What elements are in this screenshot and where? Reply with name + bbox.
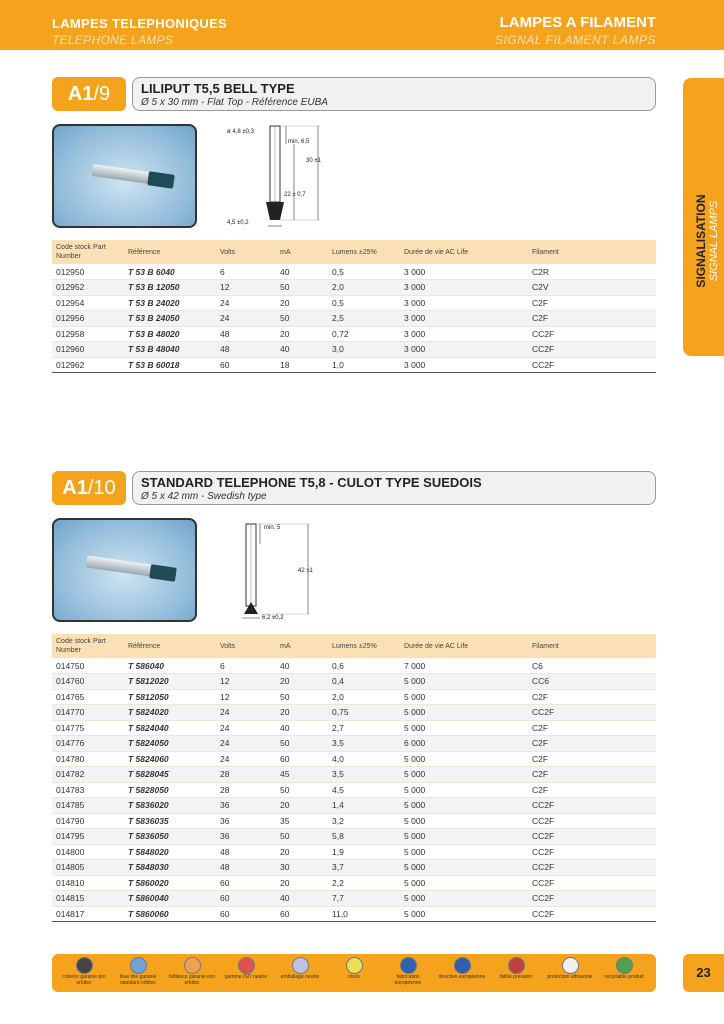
life-cell: 7 000	[400, 658, 528, 674]
reference-cell: T 5812020	[124, 674, 216, 690]
lumens-cell: 3,7	[328, 860, 400, 876]
ma-cell: 50	[276, 736, 328, 752]
part-number-cell: 014790	[52, 813, 124, 829]
part-number-cell: 014760	[52, 674, 124, 690]
reference-cell: T 5848020	[124, 844, 216, 860]
lumens-cell: 0,6	[328, 658, 400, 674]
reference-cell: T 5824050	[124, 736, 216, 752]
lumens-cell: 2,0	[328, 689, 400, 705]
icon-label: protection ultrasonie	[547, 974, 593, 980]
color-icon	[76, 957, 93, 974]
volts-cell: 12	[216, 280, 276, 296]
part-number-cell: 012960	[52, 342, 124, 358]
stock-icon	[330, 957, 378, 981]
recycle-icon	[600, 957, 648, 981]
volts-cell: 24	[216, 736, 276, 752]
table-row	[52, 891, 656, 907]
lamp-photo	[52, 518, 197, 622]
table-row	[52, 342, 656, 358]
part-number-cell: 014765	[52, 689, 124, 705]
section-code: A1/10	[52, 471, 126, 505]
table-row	[52, 311, 656, 327]
blue-line-icon	[114, 957, 162, 986]
side-tab-title: SIGNALISATION	[694, 194, 708, 288]
volts-cell: 28	[216, 767, 276, 783]
dim-label: min. 6,5	[288, 139, 310, 145]
col-header: Durée de vie AC Life	[400, 240, 528, 264]
reference-cell: T 53 B 6040	[124, 264, 216, 280]
life-cell: 3 000	[400, 295, 528, 311]
life-cell: 5 000	[400, 767, 528, 783]
lumens-cell: 4,0	[328, 751, 400, 767]
eu-fab-icon	[400, 957, 417, 974]
section-title-box	[132, 471, 656, 505]
reference-cell: T 5824040	[124, 720, 216, 736]
part-number-cell: 012956	[52, 311, 124, 327]
col-header: mA	[276, 634, 328, 658]
table-row	[52, 829, 656, 845]
eu-directive-icon	[438, 957, 486, 981]
part-number-cell: 014750	[52, 658, 124, 674]
reference-cell: T 5828045	[124, 767, 216, 783]
part-number-cell: 014783	[52, 782, 124, 798]
col-header: Code stock Part Number	[52, 634, 124, 658]
reference-cell: T 53 B 24020	[124, 295, 216, 311]
ma-cell: 40	[276, 891, 328, 907]
side-tab	[683, 78, 724, 356]
header-left-title: LAMPES TELEPHONIQUES	[52, 16, 228, 31]
dim-label: ø 4,8 ±0,3	[227, 129, 254, 135]
eu-directive-icon	[454, 957, 471, 974]
ma-cell: 45	[276, 767, 328, 783]
life-cell: 5 000	[400, 674, 528, 690]
life-cell: 3 000	[400, 342, 528, 358]
col-header: Référence	[124, 634, 216, 658]
volts-cell: 48	[216, 844, 276, 860]
lumens-cell: 1,9	[328, 844, 400, 860]
reference-cell: T 5860040	[124, 891, 216, 907]
lumens-cell: 3,0	[328, 342, 400, 358]
reference-cell: T 5824060	[124, 751, 216, 767]
lumens-cell: 5,8	[328, 829, 400, 845]
filament-cell: CC2F	[528, 891, 656, 907]
part-number-cell: 012962	[52, 357, 124, 373]
life-cell: 5 000	[400, 720, 528, 736]
reference-cell: T 53 B 48040	[124, 342, 216, 358]
ma-cell: 20	[276, 326, 328, 342]
ma-cell: 50	[276, 311, 328, 327]
ma-cell: 50	[276, 829, 328, 845]
reference-cell: T 5812050	[124, 689, 216, 705]
icon-label: directive européenne	[438, 974, 486, 980]
volts-cell: 48	[216, 342, 276, 358]
volts-cell: 6	[216, 658, 276, 674]
ma-cell: 18	[276, 357, 328, 373]
ma-cell: 20	[276, 674, 328, 690]
lumens-cell: 0,5	[328, 264, 400, 280]
ultrasound-icon	[562, 957, 579, 974]
table-row	[52, 280, 656, 296]
volts-cell: 60	[216, 357, 276, 373]
section-code: A1/9	[52, 77, 126, 111]
iso-icon	[222, 957, 270, 981]
section-subtitle: Ø 5 x 42 mm - Swedish type	[141, 491, 267, 502]
lumens-cell: 3,2	[328, 813, 400, 829]
table-row	[52, 357, 656, 373]
volts-cell: 12	[216, 689, 276, 705]
ma-cell: 30	[276, 860, 328, 876]
lumens-cell: 0,75	[328, 705, 400, 721]
lumens-cell: 2,2	[328, 875, 400, 891]
life-cell: 3 000	[400, 311, 528, 327]
table-row	[52, 860, 656, 876]
volts-cell: 36	[216, 829, 276, 845]
life-cell: 3 000	[400, 357, 528, 373]
lumens-cell: 0,5	[328, 295, 400, 311]
lumens-cell: 3,5	[328, 736, 400, 752]
part-number-cell: 014776	[52, 736, 124, 752]
filament-cell: C2F	[528, 689, 656, 705]
life-cell: 3 000	[400, 264, 528, 280]
icon-label: color/or garanie pro orbitec	[62, 974, 106, 986]
lumens-cell: 2,5	[328, 311, 400, 327]
ma-cell: 40	[276, 720, 328, 736]
brilliance-icon	[168, 957, 216, 986]
volts-cell: 36	[216, 813, 276, 829]
filament-cell: CC2F	[528, 829, 656, 845]
volts-cell: 60	[216, 875, 276, 891]
filament-cell: CC2F	[528, 705, 656, 721]
part-number-cell: 012950	[52, 264, 124, 280]
section-title: LILIPUT T5,5 BELL TYPE	[141, 81, 295, 96]
ma-cell: 60	[276, 906, 328, 922]
table-row	[52, 720, 656, 736]
dim-label: 6,2 ±0,2	[262, 615, 284, 621]
filament-cell: C2F	[528, 782, 656, 798]
pressure-icon	[492, 957, 540, 981]
lumens-cell: 11,0	[328, 906, 400, 922]
filament-cell: CC2F	[528, 844, 656, 860]
section-header	[52, 471, 656, 505]
filament-cell: CC2F	[528, 860, 656, 876]
table-row	[52, 658, 656, 674]
reference-cell: T 53 B 24050	[124, 311, 216, 327]
reference-cell: T 5836020	[124, 798, 216, 814]
volts-cell: 36	[216, 798, 276, 814]
filament-cell: C2F	[528, 751, 656, 767]
life-cell: 5 000	[400, 705, 528, 721]
part-number-cell: 014800	[52, 844, 124, 860]
volts-cell: 24	[216, 705, 276, 721]
ma-cell: 40	[276, 342, 328, 358]
section-title: STANDARD TELEPHONE T5,8 - CULOT TYPE SUEDOIS	[141, 475, 482, 490]
filament-cell: CC2F	[528, 906, 656, 922]
part-number-cell: 014785	[52, 798, 124, 814]
ma-cell: 60	[276, 751, 328, 767]
filament-cell: C2V	[528, 280, 656, 296]
lumens-cell: 0,4	[328, 674, 400, 690]
part-number-cell: 014782	[52, 767, 124, 783]
header-right-title: LAMPES A FILAMENT	[499, 14, 656, 31]
color-icon	[60, 957, 108, 986]
dim-label: 4,5 ±0,2	[227, 220, 249, 226]
filament-cell: CC2F	[528, 342, 656, 358]
page-header	[0, 0, 724, 50]
icon-label: gamme ISO neutre	[224, 974, 268, 980]
blue-line-icon	[130, 957, 147, 974]
col-header: Filament	[528, 634, 656, 658]
dim-label: min. 5	[264, 525, 281, 531]
lumens-cell: 3,5	[328, 767, 400, 783]
table-row	[52, 875, 656, 891]
filament-cell: C2R	[528, 264, 656, 280]
ma-cell: 35	[276, 813, 328, 829]
volts-cell: 24	[216, 751, 276, 767]
pressure-icon	[508, 957, 525, 974]
reference-cell: T 5824020	[124, 705, 216, 721]
table-row	[52, 689, 656, 705]
col-header: Lumens ±25%	[328, 240, 400, 264]
table-row	[52, 844, 656, 860]
icon-label: blue line garanie standard orbitec	[119, 974, 157, 986]
col-header: Code stock Part Number	[52, 240, 124, 264]
ma-cell: 50	[276, 280, 328, 296]
ma-cell: 50	[276, 782, 328, 798]
section-header	[52, 77, 656, 111]
life-cell: 5 000	[400, 813, 528, 829]
stock-icon	[346, 957, 363, 974]
dim-label: 22 ± 0,7	[284, 192, 306, 198]
life-cell: 5 000	[400, 751, 528, 767]
table-row	[52, 264, 656, 280]
volts-cell: 48	[216, 860, 276, 876]
part-number-cell: 014780	[52, 751, 124, 767]
header-right-subtitle: SIGNAL FILAMENT LAMPS	[495, 33, 656, 47]
life-cell: 5 000	[400, 829, 528, 845]
filament-cell: C2F	[528, 311, 656, 327]
table-row	[52, 674, 656, 690]
page-number: 23	[683, 954, 724, 992]
lumens-cell: 0,72	[328, 326, 400, 342]
filament-cell: C2F	[528, 720, 656, 736]
part-number-cell: 012958	[52, 326, 124, 342]
table-header-row	[52, 240, 656, 264]
part-number-cell: 014805	[52, 860, 124, 876]
table-row	[52, 736, 656, 752]
section-title-box	[132, 77, 656, 111]
part-number-cell: 014810	[52, 875, 124, 891]
spec-table	[52, 634, 656, 922]
reference-cell: T 53 B 12050	[124, 280, 216, 296]
reference-cell: T 586040	[124, 658, 216, 674]
volts-cell: 6	[216, 264, 276, 280]
table-row	[52, 813, 656, 829]
volts-cell: 12	[216, 674, 276, 690]
col-header: Volts	[216, 634, 276, 658]
volts-cell: 48	[216, 326, 276, 342]
packaging-icon	[276, 957, 324, 981]
table-row	[52, 767, 656, 783]
col-header: Durée de vie AC Life	[400, 634, 528, 658]
reference-cell: T 5836035	[124, 813, 216, 829]
packaging-icon	[292, 957, 309, 974]
ma-cell: 20	[276, 705, 328, 721]
table-row	[52, 295, 656, 311]
volts-cell: 24	[216, 311, 276, 327]
reference-cell: T 53 B 60018	[124, 357, 216, 373]
reference-cell: T 5860060	[124, 906, 216, 922]
reference-cell: T 53 B 48020	[124, 326, 216, 342]
life-cell: 3 000	[400, 326, 528, 342]
dim-label: 30 ±1	[306, 158, 321, 164]
header-left-subtitle: TELEPHONE LAMPS	[52, 33, 174, 47]
filament-cell: CC6	[528, 674, 656, 690]
life-cell: 5 000	[400, 689, 528, 705]
lumens-cell: 4,5	[328, 782, 400, 798]
eu-fab-icon	[384, 957, 432, 986]
lumens-cell: 1,4	[328, 798, 400, 814]
iso-icon	[238, 957, 255, 974]
volts-cell: 28	[216, 782, 276, 798]
part-number-cell: 014815	[52, 891, 124, 907]
part-number-cell: 012952	[52, 280, 124, 296]
col-header: Volts	[216, 240, 276, 264]
filament-cell: CC2F	[528, 326, 656, 342]
footer-legend	[52, 954, 656, 992]
filament-cell: CC2F	[528, 357, 656, 373]
filament-cell: CC2F	[528, 875, 656, 891]
table-row	[52, 782, 656, 798]
ma-cell: 20	[276, 295, 328, 311]
table-row	[52, 798, 656, 814]
filament-cell: C2F	[528, 295, 656, 311]
reference-cell: T 5848030	[124, 860, 216, 876]
lumens-cell: 1,0	[328, 357, 400, 373]
lumens-cell: 2,0	[328, 280, 400, 296]
lumens-cell: 7,7	[328, 891, 400, 907]
life-cell: 5 000	[400, 782, 528, 798]
dimension-drawing	[230, 516, 340, 626]
col-header: Lumens ±25%	[328, 634, 400, 658]
icon-label: stock	[348, 974, 360, 980]
life-cell: 5 000	[400, 875, 528, 891]
volts-cell: 24	[216, 295, 276, 311]
filament-cell: CC2F	[528, 813, 656, 829]
part-number-cell: 014770	[52, 705, 124, 721]
part-number-cell: 012954	[52, 295, 124, 311]
reference-cell: T 5860020	[124, 875, 216, 891]
ma-cell: 40	[276, 658, 328, 674]
ma-cell: 40	[276, 264, 328, 280]
brilliance-icon	[184, 957, 201, 974]
life-cell: 5 000	[400, 798, 528, 814]
part-number-cell: 014775	[52, 720, 124, 736]
volts-cell: 60	[216, 891, 276, 907]
filament-cell: CC2F	[528, 798, 656, 814]
life-cell: 3 000	[400, 280, 528, 296]
icon-label: brillance garanie eco orbitec	[168, 974, 216, 986]
lumens-cell: 2,7	[328, 720, 400, 736]
lamp-photo	[52, 124, 197, 228]
filament-cell: C2F	[528, 767, 656, 783]
table-row	[52, 751, 656, 767]
icon-label: fabrication européenne	[394, 974, 422, 986]
life-cell: 5 000	[400, 906, 528, 922]
reference-cell: T 5836050	[124, 829, 216, 845]
spec-table	[52, 240, 656, 373]
recycle-icon	[616, 957, 633, 974]
part-number-cell: 014817	[52, 906, 124, 922]
table-row	[52, 705, 656, 721]
life-cell: 5 000	[400, 844, 528, 860]
col-header: Filament	[528, 240, 656, 264]
ma-cell: 50	[276, 689, 328, 705]
ma-cell: 20	[276, 798, 328, 814]
icon-label: faible pression	[499, 974, 533, 980]
ma-cell: 20	[276, 875, 328, 891]
reference-cell: T 5828050	[124, 782, 216, 798]
life-cell: 6 000	[400, 736, 528, 752]
life-cell: 5 000	[400, 891, 528, 907]
ultrasound-icon	[546, 957, 594, 981]
icon-label: emballage neutre	[280, 974, 320, 980]
part-number-cell: 014795	[52, 829, 124, 845]
dim-label: 42 ±1	[298, 568, 313, 574]
filament-cell: C2F	[528, 736, 656, 752]
col-header: Référence	[124, 240, 216, 264]
ma-cell: 20	[276, 844, 328, 860]
volts-cell: 24	[216, 720, 276, 736]
filament-cell: C6	[528, 658, 656, 674]
side-tab-subtitle: SIGNAL LAMPS	[708, 200, 720, 282]
dimension-drawing	[224, 122, 334, 232]
table-row	[52, 326, 656, 342]
table-header-row	[52, 634, 656, 658]
volts-cell: 60	[216, 906, 276, 922]
icon-label: recyclable produit	[604, 974, 644, 980]
col-header: mA	[276, 240, 328, 264]
table-row	[52, 906, 656, 922]
life-cell: 5 000	[400, 860, 528, 876]
section-subtitle: Ø 5 x 30 mm - Flat Top - Référence EUBA	[141, 97, 328, 108]
